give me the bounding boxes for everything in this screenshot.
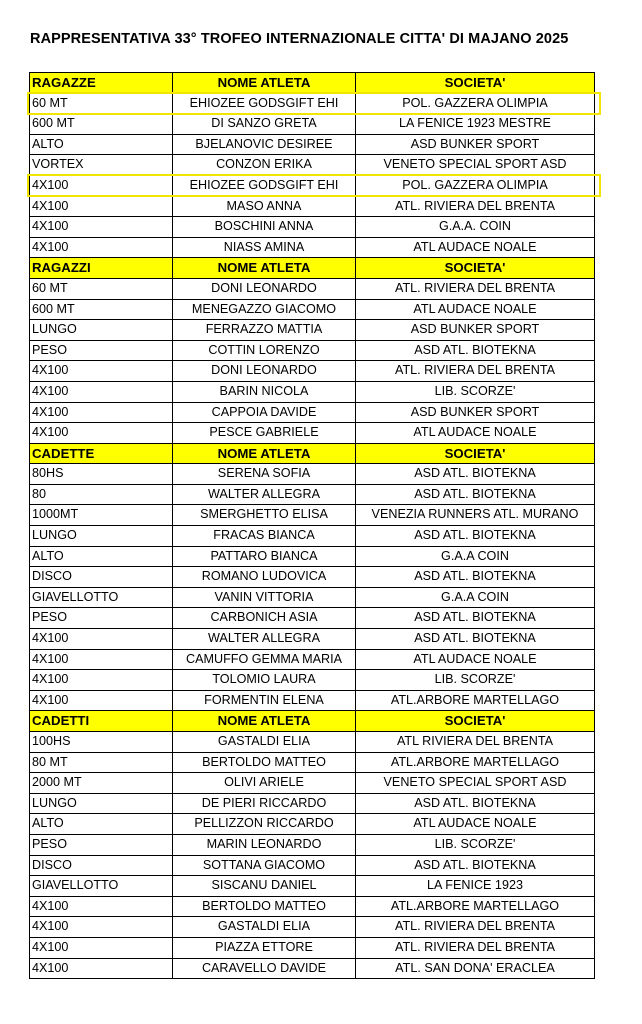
event-cell: ALTO — [30, 134, 173, 155]
table-row — [30, 526, 595, 547]
athlete-name-cell: EHIOZEE GODSGIFT EHI — [173, 175, 356, 196]
athlete-name-cell: DE PIERI RICCARDO — [173, 793, 356, 814]
club-cell: ASD ATL. BIOTEKNA — [356, 608, 595, 629]
event-cell: 4X100 — [30, 175, 173, 196]
table-row — [30, 484, 595, 505]
event-cell: 4X100 — [30, 690, 173, 711]
event-cell: DISCO — [30, 855, 173, 876]
event-cell: 4X100 — [30, 361, 173, 382]
event-cell: 60 MT — [30, 93, 173, 114]
athlete-name-cell: PIAZZA ETTORE — [173, 937, 356, 958]
category-header-cell: CADETTE — [30, 443, 173, 464]
event-cell: 4X100 — [30, 917, 173, 938]
athlete-name-cell: SOTTANA GIACOMO — [173, 855, 356, 876]
event-cell: 1000MT — [30, 505, 173, 526]
event-cell: 4X100 — [30, 402, 173, 423]
athlete-name-cell: BERTOLDO MATTEO — [173, 896, 356, 917]
club-header-cell: SOCIETA' — [356, 443, 595, 464]
club-cell: ASD ATL. BIOTEKNA — [356, 526, 595, 547]
club-cell: ATL. RIVIERA DEL BRENTA — [356, 917, 595, 938]
athlete-name-cell: CONZON ERIKA — [173, 155, 356, 176]
club-cell: ATL. SAN DONA' ERACLEA — [356, 958, 595, 979]
athlete-name-cell: NIASS AMINA — [173, 237, 356, 258]
club-cell: LIB. SCORZE' — [356, 670, 595, 691]
athlete-name-cell: GASTALDI ELIA — [173, 917, 356, 938]
table-row — [30, 299, 595, 320]
event-cell: ALTO — [30, 814, 173, 835]
category-header-cell: RAGAZZE — [30, 73, 173, 94]
athlete-name-cell: VANIN VITTORIA — [173, 587, 356, 608]
table-row — [30, 649, 595, 670]
table-row — [30, 114, 595, 135]
table-row — [30, 670, 595, 691]
event-cell: 4X100 — [30, 381, 173, 402]
table-row — [30, 93, 595, 114]
club-cell: G.A.A COIN — [356, 546, 595, 567]
name-header-cell: NOME ATLETA — [173, 73, 356, 94]
club-cell: ATL.ARBORE MARTELLAGO — [356, 896, 595, 917]
athlete-name-cell: FORMENTIN ELENA — [173, 690, 356, 711]
section-header-cadetti — [30, 711, 595, 732]
event-cell: DISCO — [30, 567, 173, 588]
name-header-cell: NOME ATLETA — [173, 711, 356, 732]
table-row — [30, 917, 595, 938]
event-cell: 80 — [30, 484, 173, 505]
club-cell: ASD ATL. BIOTEKNA — [356, 793, 595, 814]
club-cell: ATL RIVIERA DEL BRENTA — [356, 732, 595, 753]
table-row — [30, 155, 595, 176]
club-cell: POL. GAZZERA OLIMPIA — [356, 175, 595, 196]
club-header-cell: SOCIETA' — [356, 258, 595, 279]
table-row — [30, 690, 595, 711]
athlete-name-cell: BARIN NICOLA — [173, 381, 356, 402]
category-header-cell: CADETTI — [30, 711, 173, 732]
event-cell: 4X100 — [30, 629, 173, 650]
event-cell: 600 MT — [30, 114, 173, 135]
event-cell: LUNGO — [30, 526, 173, 547]
name-header-cell: NOME ATLETA — [173, 258, 356, 279]
club-cell: ASD ATL. BIOTEKNA — [356, 567, 595, 588]
club-cell: ASD BUNKER SPORT — [356, 134, 595, 155]
event-cell: PESO — [30, 834, 173, 855]
athlete-name-cell: BJELANOVIC DESIREE — [173, 134, 356, 155]
table-row — [30, 937, 595, 958]
athlete-name-cell: WALTER ALLEGRA — [173, 484, 356, 505]
table-row — [30, 381, 595, 402]
section-header-ragazze — [30, 73, 595, 94]
event-cell: LUNGO — [30, 320, 173, 341]
athlete-name-cell: OLIVI ARIELE — [173, 773, 356, 794]
athlete-name-cell: WALTER ALLEGRA — [173, 629, 356, 650]
event-cell: 4X100 — [30, 649, 173, 670]
table-row — [30, 546, 595, 567]
table-row — [30, 278, 595, 299]
event-cell: 4X100 — [30, 217, 173, 238]
table-row — [30, 196, 595, 217]
table-row — [30, 629, 595, 650]
category-header-cell: RAGAZZI — [30, 258, 173, 279]
event-cell: PESO — [30, 340, 173, 361]
athlete-name-cell: DONI LEONARDO — [173, 361, 356, 382]
club-cell: VENETO SPECIAL SPORT ASD — [356, 155, 595, 176]
table-row — [30, 175, 595, 196]
event-cell: 4X100 — [30, 196, 173, 217]
table-row — [30, 340, 595, 361]
table-row — [30, 855, 595, 876]
club-cell: ATL.ARBORE MARTELLAGO — [356, 690, 595, 711]
athlete-name-cell: TOLOMIO LAURA — [173, 670, 356, 691]
table-row — [30, 896, 595, 917]
roster-table-body — [30, 73, 595, 979]
club-cell: ATL.ARBORE MARTELLAGO — [356, 752, 595, 773]
club-cell: POL. GAZZERA OLIMPIA — [356, 93, 595, 114]
club-cell: ATL AUDACE NOALE — [356, 423, 595, 444]
athlete-name-cell: MENEGAZZO GIACOMO — [173, 299, 356, 320]
athlete-name-cell: PESCE GABRIELE — [173, 423, 356, 444]
club-cell: ASD ATL. BIOTEKNA — [356, 855, 595, 876]
event-cell: 2000 MT — [30, 773, 173, 794]
athlete-name-cell: BOSCHINI ANNA — [173, 217, 356, 238]
table-row — [30, 361, 595, 382]
event-cell: 80 MT — [30, 752, 173, 773]
club-cell: ASD ATL. BIOTEKNA — [356, 464, 595, 485]
club-cell: VENETO SPECIAL SPORT ASD — [356, 773, 595, 794]
club-cell: G.A.A COIN — [356, 587, 595, 608]
table-row — [30, 237, 595, 258]
club-cell: VENEZIA RUNNERS ATL. MURANO — [356, 505, 595, 526]
club-cell: ATL AUDACE NOALE — [356, 649, 595, 670]
athlete-name-cell: CAMUFFO GEMMA MARIA — [173, 649, 356, 670]
table-row — [30, 732, 595, 753]
athlete-name-cell: MARIN LEONARDO — [173, 834, 356, 855]
table-row — [30, 608, 595, 629]
table-row — [30, 320, 595, 341]
club-cell: LA FENICE 1923 MESTRE — [356, 114, 595, 135]
event-cell: 4X100 — [30, 937, 173, 958]
table-row — [30, 814, 595, 835]
table-row — [30, 876, 595, 897]
table-row — [30, 958, 595, 979]
event-cell: 60 MT — [30, 278, 173, 299]
table-row — [30, 505, 595, 526]
athlete-name-cell: PATTARO BIANCA — [173, 546, 356, 567]
section-header-cadette — [30, 443, 595, 464]
athlete-name-cell: SISCANU DANIEL — [173, 876, 356, 897]
event-cell: VORTEX — [30, 155, 173, 176]
athlete-name-cell: ROMANO LUDOVICA — [173, 567, 356, 588]
club-cell: ATL. RIVIERA DEL BRENTA — [356, 361, 595, 382]
table-row — [30, 402, 595, 423]
athlete-name-cell: COTTIN LORENZO — [173, 340, 356, 361]
event-cell: 4X100 — [30, 958, 173, 979]
section-header-ragazzi — [30, 258, 595, 279]
club-cell: LA FENICE 1923 — [356, 876, 595, 897]
table-row — [30, 793, 595, 814]
club-cell: LIB. SCORZE' — [356, 381, 595, 402]
event-cell: PESO — [30, 608, 173, 629]
name-header-cell: NOME ATLETA — [173, 443, 356, 464]
athlete-name-cell: FRACAS BIANCA — [173, 526, 356, 547]
athlete-name-cell: DONI LEONARDO — [173, 278, 356, 299]
table-row — [30, 217, 595, 238]
athlete-name-cell: CAPPOIA DAVIDE — [173, 402, 356, 423]
club-cell: ASD BUNKER SPORT — [356, 402, 595, 423]
athlete-name-cell: CARBONICH ASIA — [173, 608, 356, 629]
roster-table — [29, 72, 595, 979]
athlete-name-cell: PELLIZZON RICCARDO — [173, 814, 356, 835]
event-cell: 100HS — [30, 732, 173, 753]
athlete-name-cell: SERENA SOFIA — [173, 464, 356, 485]
athlete-name-cell: BERTOLDO MATTEO — [173, 752, 356, 773]
event-cell: 4X100 — [30, 670, 173, 691]
table-row — [30, 773, 595, 794]
table-row — [30, 464, 595, 485]
event-cell: 4X100 — [30, 896, 173, 917]
table-row — [30, 752, 595, 773]
event-cell: 600 MT — [30, 299, 173, 320]
event-cell: LUNGO — [30, 793, 173, 814]
club-cell: ATL. RIVIERA DEL BRENTA — [356, 937, 595, 958]
event-cell: GIAVELLOTTO — [30, 587, 173, 608]
club-cell: LIB. SCORZE' — [356, 834, 595, 855]
event-cell: 4X100 — [30, 237, 173, 258]
event-cell: GIAVELLOTTO — [30, 876, 173, 897]
club-cell: ATL. RIVIERA DEL BRENTA — [356, 278, 595, 299]
club-cell: ATL AUDACE NOALE — [356, 814, 595, 835]
club-cell: ATL AUDACE NOALE — [356, 299, 595, 320]
athlete-name-cell: CARAVELLO DAVIDE — [173, 958, 356, 979]
event-cell: 4X100 — [30, 423, 173, 444]
athlete-name-cell: FERRAZZO MATTIA — [173, 320, 356, 341]
event-cell: ALTO — [30, 546, 173, 567]
athlete-name-cell: GASTALDI ELIA — [173, 732, 356, 753]
document-title: RAPPRESENTATIVA 33° TROFEO INTERNAZIONALE CITTA' DI MAJANO 2025 — [30, 31, 569, 47]
club-cell: ASD ATL. BIOTEKNA — [356, 629, 595, 650]
athlete-name-cell: DI SANZO GRETA — [173, 114, 356, 135]
athlete-name-cell: SMERGHETTO ELISA — [173, 505, 356, 526]
club-cell: ATL. RIVIERA DEL BRENTA — [356, 196, 595, 217]
table-row — [30, 587, 595, 608]
event-cell: 80HS — [30, 464, 173, 485]
table-row — [30, 134, 595, 155]
athlete-name-cell: MASO ANNA — [173, 196, 356, 217]
athlete-name-cell: EHIOZEE GODSGIFT EHI — [173, 93, 356, 114]
club-cell: ASD ATL. BIOTEKNA — [356, 484, 595, 505]
club-cell: ASD BUNKER SPORT — [356, 320, 595, 341]
table-row — [30, 567, 595, 588]
club-cell: ASD ATL. BIOTEKNA — [356, 340, 595, 361]
club-header-cell: SOCIETA' — [356, 73, 595, 94]
club-cell: G.A.A. COIN — [356, 217, 595, 238]
club-cell: ATL AUDACE NOALE — [356, 237, 595, 258]
table-row — [30, 423, 595, 444]
table-row — [30, 834, 595, 855]
club-header-cell: SOCIETA' — [356, 711, 595, 732]
